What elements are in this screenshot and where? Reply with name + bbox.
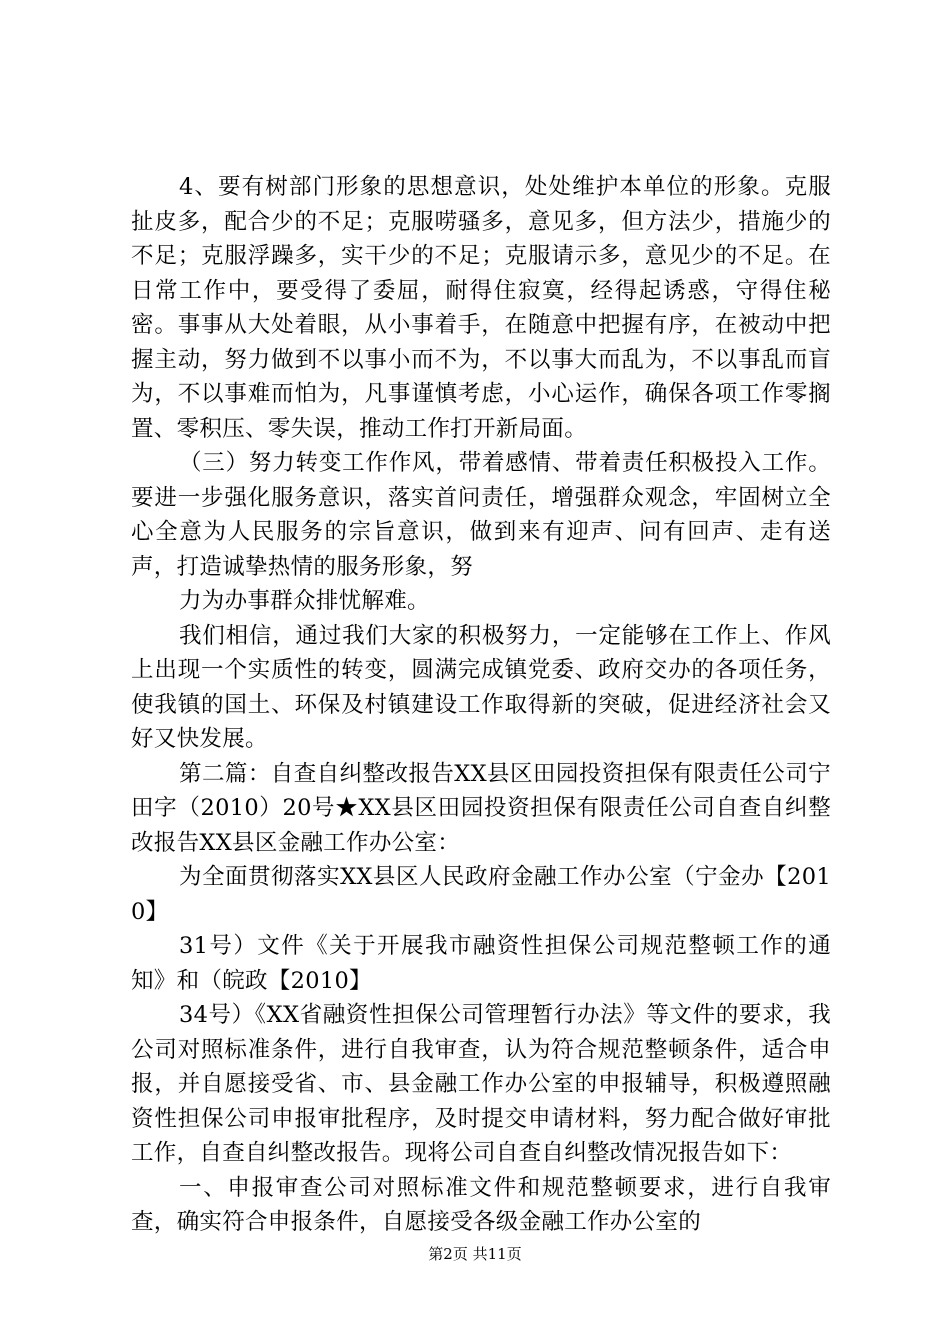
paragraph-7: 31号）文件《关于开展我市融资性担保公司规范整顿工作的通知》和（皖政【2010】 [131,933,831,994]
paragraph-3: 力为办事群众排忧解难。 [179,588,430,614]
paragraph-1: 4、要有树部门形象的思想意识，处处维护本单位的形象。克服扯皮多，配合少的不足；克服唠骚多，意见多，但方法少，措施少的不足；克服浮躁多，实干少的不足；克服请示多，意见少的不足。在日常工作中，要受得了委屈，耐得住寂寞，经得起诱惑，守得住秘密。事事从大处着眼，从小事着手，在随意中把握有序，在被动中把握主动，努力做到不以事小而不为，不以事大而乱为，不以事乱而盲为，不以事难而怕为，凡事谨慎考虑，小心运作，确保各项工作零搁置、零积压、零失误，推动工作打开新局面。 [131,174,831,442]
paragraph-9: 一、申报审查公司对照标准文件和规范整顿要求，进行自我审查，确实符合申报条件，自愿接受各级金融工作办公室的 [131,1174,831,1235]
paragraph-2: （三）努力转变工作作风，带着感情、带着责任积极投入工作。要进一步强化服务意识，落实首问责任，增强群众观念，牢固树立全心全意为人民服务的宗旨意识，做到来有迎声、问有回声、走有送声，打造诚挚热情的服务形象，努 [131,450,831,580]
paragraph-4: 我们相信，通过我们大家的积极努力，一定能够在工作上、作风上出现一个实质性的转变，圆满完成镇党委、政府交办的各项任务，使我镇的国土、环保及村镇建设工作取得新的突破，促进经济社会又好又快发展。 [131,622,831,752]
paragraph-5: 第二篇：自查自纠整改报告XX县区田园投资担保有限责任公司宁田字（2010）20号★XX县区田园投资担保有限责任公司自查自纠整改报告XX县区金融工作办公室： [131,760,831,856]
paragraph-8: 34号）《XX省融资性担保公司管理暂行办法》等文件的要求，我公司对照标准条件，进行自我审查，认为符合规范整顿条件，适合申报，并自愿接受省、市、县金融工作办公室的申报辅导，积极遵照融资性担保公司申报审批程序，及时提交申请材料，努力配合做好审批工作，自查自纠整改报告。现将公司自查自纠整改情况报告如下： [131,1002,831,1166]
paragraph-6: 为全面贯彻落实XX县区人民政府金融工作办公室（宁金办【2010】 [131,864,831,925]
page-number-footer: 第2页 共11页 [428,1245,522,1263]
document-body [131,170,831,1240]
